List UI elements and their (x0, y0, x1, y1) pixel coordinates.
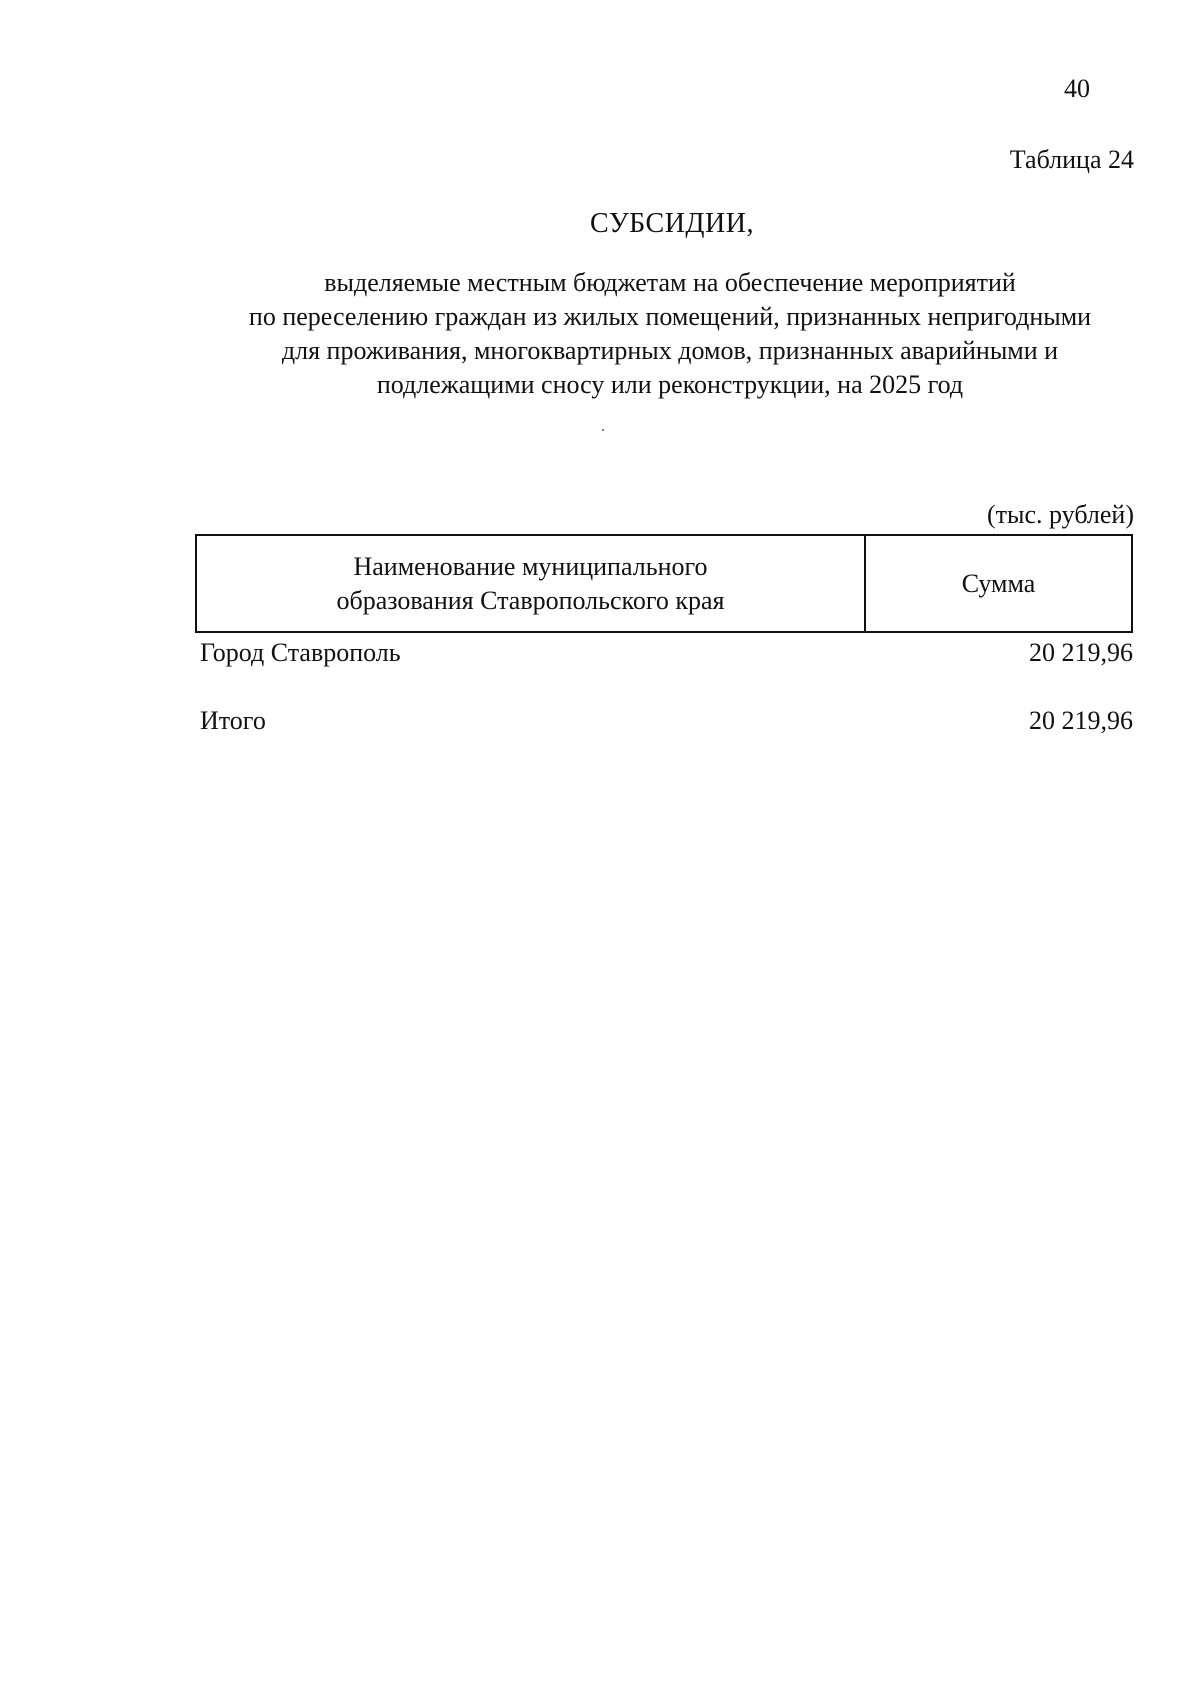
total-sum: 20 219,96 (1029, 706, 1133, 735)
subtitle-line: для проживания, многоквартирных домов, признанных аварийными и (281, 336, 1059, 365)
subtitle-line: выделяемые местным бюджетам на обеспечение мероприятий (324, 268, 1016, 297)
subtitle-line: по переселению граждан из жилых помещений, признанных непригодными (248, 302, 1092, 331)
document-subtitle (210, 266, 1130, 402)
stray-dot-mark (602, 429, 604, 431)
row-sum: 20 219,96 (1029, 638, 1133, 667)
row-municipality-name: Город Ставрополь (200, 638, 401, 667)
table-total-row (200, 706, 1133, 736)
document-title: СУБСИДИИ, (590, 208, 754, 239)
total-label: Итого (200, 706, 266, 735)
subtitle-line: подлежащими сносу или реконструкции, на 2025 год (376, 370, 964, 399)
table-row (200, 638, 1133, 668)
header-sum: Сумма (961, 568, 1036, 598)
header-name-line: Наименование муниципального (353, 551, 708, 581)
page-number: 40 (1064, 74, 1090, 103)
header-municipality-name (197, 536, 866, 631)
table-header (195, 534, 1133, 633)
table-label: Таблица 24 (1009, 145, 1134, 174)
units-label: (тыс. рублей) (986, 500, 1134, 529)
header-name-line: образования Ставропольского края (336, 585, 725, 615)
